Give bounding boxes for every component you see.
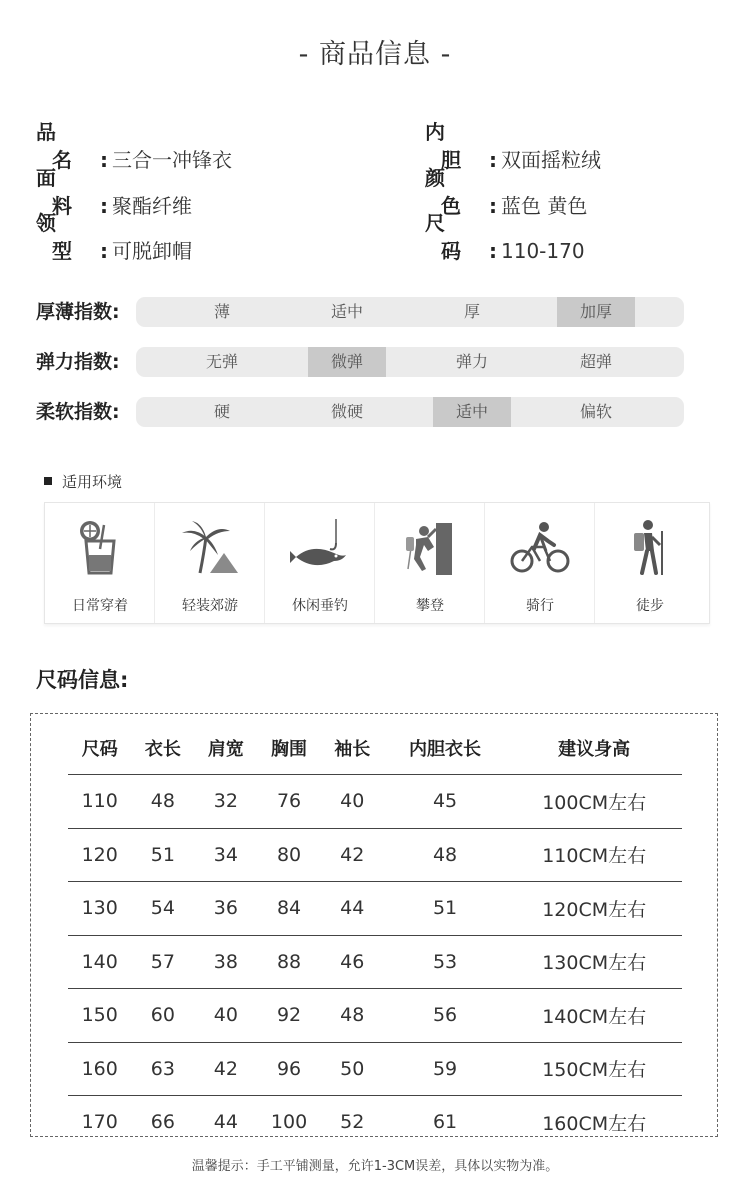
drink-glass-icon	[70, 517, 130, 577]
scale-option: 弹力	[455, 352, 488, 371]
env-label: 骑行	[526, 598, 554, 614]
table-cell: 88	[257, 935, 320, 989]
info-label: 尺码	[425, 211, 461, 263]
thickness-label: 厚薄指数:	[36, 301, 120, 323]
thickness-scale	[136, 297, 684, 327]
table-row	[68, 935, 682, 989]
column-header: 肩宽	[194, 722, 257, 775]
scale-option: 硬	[213, 402, 230, 421]
column-header: 袖长	[321, 722, 384, 775]
environment-title: 适用环境	[44, 472, 122, 492]
table-cell: 48	[384, 828, 507, 882]
env-item-fishing	[265, 503, 375, 623]
size-table	[68, 722, 682, 1149]
info-name: 品名 : 三合一冲锋衣	[36, 120, 232, 172]
table-cell: 34	[194, 828, 257, 882]
column-header: 建议身高	[506, 722, 682, 775]
env-label: 休闲垂钓	[292, 598, 348, 614]
info-value: 双面摇粒绒	[501, 148, 601, 172]
table-cell: 120CM左右	[506, 882, 682, 936]
env-label: 轻装郊游	[182, 598, 238, 614]
table-cell: 170	[81, 1111, 118, 1134]
env-item-cycling	[485, 503, 595, 623]
table-cell: 140	[68, 935, 131, 989]
palm-tree-icon	[180, 517, 240, 577]
scale-option-selected: 微弹	[308, 347, 386, 377]
table-row	[68, 882, 682, 936]
table-cell: 60	[131, 989, 194, 1043]
info-value: 110-170	[501, 239, 585, 263]
table-cell: 140CM左右	[506, 989, 682, 1043]
fish-hook-icon	[290, 517, 350, 577]
info-lining: 内胆 : 双面摇粒绒	[425, 120, 601, 172]
table-cell: 160CM左右	[542, 1112, 647, 1135]
table-cell: 50	[321, 1042, 384, 1096]
table-cell: 56	[384, 989, 507, 1043]
info-label: 颜色	[425, 166, 461, 218]
table-row	[68, 1096, 682, 1149]
softness-scale	[136, 397, 684, 427]
table-cell: 130CM左右	[506, 935, 682, 989]
climbing-icon	[400, 517, 460, 577]
env-label: 攀登	[416, 598, 444, 614]
table-cell: 110CM左右	[506, 828, 682, 882]
info-size-range: 尺码 : 110-170	[425, 211, 585, 263]
table-cell: 42	[194, 1042, 257, 1096]
table-cell: 76	[257, 775, 320, 829]
info-label: 内胆	[425, 120, 461, 172]
table-cell: 92	[257, 989, 320, 1043]
square-bullet-icon	[44, 477, 52, 485]
table-cell: 110	[68, 775, 131, 829]
table-cell: 51	[384, 882, 507, 936]
scale-option: 微硬	[330, 402, 363, 421]
table-cell: 48	[131, 775, 194, 829]
table-cell: 96	[257, 1042, 320, 1096]
size-table-header	[68, 722, 682, 775]
table-cell: 84	[257, 882, 320, 936]
table-cell: 54	[131, 882, 194, 936]
scale-option-selected: 加厚	[557, 297, 635, 327]
info-label: 领型	[36, 211, 72, 263]
size-info-title: 尺码信息:	[36, 668, 129, 692]
table-row	[68, 1042, 682, 1096]
scale-option: 无弹	[205, 352, 238, 371]
table-cell: 40	[194, 989, 257, 1043]
scale-option: 厚	[463, 302, 480, 321]
cyclist-icon	[510, 517, 570, 577]
scale-option-selected: 适中	[433, 397, 511, 427]
hiker-icon	[620, 517, 680, 577]
env-label: 徒步	[636, 598, 664, 614]
env-label: 日常穿着	[72, 598, 128, 614]
table-cell: 150	[68, 989, 131, 1043]
page-title: - 商品信息 -	[298, 39, 452, 70]
table-cell: 80	[257, 828, 320, 882]
info-value: 三合一冲锋衣	[112, 148, 232, 172]
elasticity-label: 弹力指数:	[36, 351, 120, 373]
table-cell: 61	[432, 1111, 458, 1134]
table-cell: 59	[384, 1042, 507, 1096]
info-collar: 领型 : 可脱卸帽	[36, 211, 192, 263]
table-cell: 42	[321, 828, 384, 882]
environment-grid	[44, 502, 710, 624]
scale-option: 偏软	[579, 402, 612, 421]
table-row	[68, 775, 682, 829]
scale-option: 薄	[213, 302, 230, 321]
table-cell: 100CM左右	[506, 775, 682, 829]
table-cell: 32	[194, 775, 257, 829]
scale-option: 适中	[330, 302, 363, 321]
table-row	[68, 989, 682, 1043]
column-header: 胸围	[257, 722, 320, 775]
table-cell: 66	[150, 1111, 175, 1134]
column-header: 尺码	[68, 722, 131, 775]
table-cell: 120	[68, 828, 131, 882]
table-cell: 48	[321, 989, 384, 1043]
column-header: 内胆衣长	[384, 722, 507, 775]
table-cell: 130	[68, 882, 131, 936]
env-item-outing	[155, 503, 265, 623]
scale-option: 超弹	[579, 352, 612, 371]
table-cell: 100	[270, 1111, 308, 1134]
table-cell: 46	[321, 935, 384, 989]
table-cell: 63	[131, 1042, 194, 1096]
table-cell: 44	[321, 882, 384, 936]
table-cell: 51	[131, 828, 194, 882]
table-row	[68, 828, 682, 882]
info-value: 聚酯纤维	[112, 194, 192, 218]
table-cell: 38	[194, 935, 257, 989]
info-label: 面料	[36, 166, 72, 218]
table-cell: 36	[194, 882, 257, 936]
env-item-hiking	[595, 503, 705, 623]
table-cell: 57	[131, 935, 194, 989]
env-item-climbing	[375, 503, 485, 623]
elasticity-scale	[136, 347, 684, 377]
info-color: 颜色 : 蓝色 黄色	[425, 166, 588, 218]
info-value: 蓝色 黄色	[501, 194, 588, 218]
table-cell: 53	[384, 935, 507, 989]
table-cell: 52	[340, 1111, 365, 1134]
table-cell: 40	[321, 775, 384, 829]
table-cell: 45	[384, 775, 507, 829]
info-value: 可脱卸帽	[112, 239, 192, 263]
table-cell: 44	[213, 1111, 238, 1134]
softness-label: 柔软指数:	[36, 401, 120, 423]
env-item-daily	[45, 503, 155, 623]
column-header: 衣长	[131, 722, 194, 775]
info-fabric: 面料 : 聚酯纤维	[36, 166, 192, 218]
table-cell: 150CM左右	[506, 1042, 682, 1096]
table-cell: 160	[68, 1042, 131, 1096]
info-label: 品名	[36, 120, 72, 172]
footnote: 温馨提示：手工平铺测量，允许1-3CM误差，具体以实物为准。	[191, 1159, 559, 1174]
